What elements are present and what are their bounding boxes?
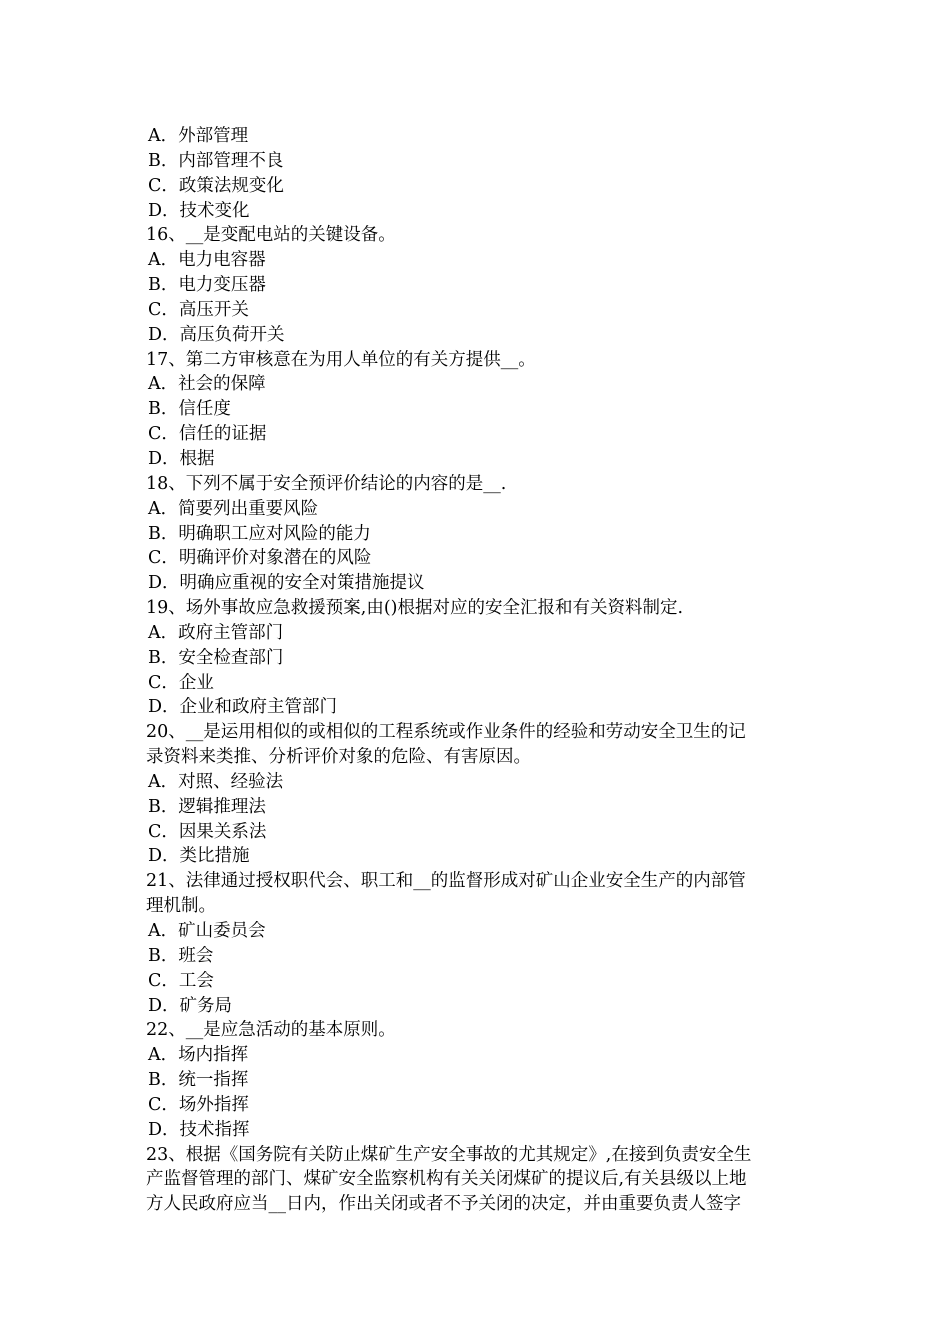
answer-option: B．统一指挥 xyxy=(148,1070,249,1091)
answer-option: B．安全检查部门 xyxy=(148,647,284,668)
answer-option: D．矿务局 xyxy=(148,995,233,1016)
answer-option: A．简要列出重要风险 xyxy=(148,498,319,519)
answer-option: C．企业 xyxy=(148,672,214,693)
answer-option: C．高压开关 xyxy=(148,299,249,320)
question-text: 22、__是应急活动的基本原则。 xyxy=(146,1020,396,1041)
answer-option: C．政策法规变化 xyxy=(148,175,284,196)
answer-option: A．外部管理 xyxy=(148,126,249,146)
answer-option: A．政府主管部门 xyxy=(148,622,284,643)
answer-option: D．根据 xyxy=(148,448,215,469)
answer-option: A．对照、经验法 xyxy=(148,771,284,792)
answer-option: D．技术指挥 xyxy=(148,1119,250,1140)
question-text: 方人民政府应当__日内，作出关闭或者不予关闭的决定，并由重要负责人签字 xyxy=(146,1194,741,1215)
answer-option: D．明确应重视的安全对策措施提议 xyxy=(148,573,425,594)
answer-option: C．因果关系法 xyxy=(148,821,267,842)
answer-option: A．矿山委员会 xyxy=(148,921,266,941)
answer-option: C．场外指挥 xyxy=(148,1094,249,1115)
answer-option: B．明确职工应对风险的能力 xyxy=(148,523,371,544)
answer-option: B．内部管理不良 xyxy=(148,150,284,171)
question-text: 18、下列不属于安全预评价结论的内容的是__. xyxy=(146,473,507,494)
answer-option: C．工会 xyxy=(148,970,214,991)
answer-option: D．企业和政府主管部门 xyxy=(148,697,338,718)
question-list xyxy=(146,124,816,1217)
answer-option: D．类比措施 xyxy=(148,846,250,867)
question-text: 理机制。 xyxy=(146,896,216,917)
answer-option: D．技术变化 xyxy=(148,200,250,221)
answer-option: C．信任的证据 xyxy=(148,424,267,445)
answer-option: A．场内指挥 xyxy=(148,1045,249,1066)
answer-option: B．信任度 xyxy=(148,399,231,420)
question-text: 19、场外事故应急救援预案,由()根据对应的安全汇报和有关资料制定. xyxy=(146,598,684,619)
question-text: 21、法律通过授权职代会、职工和__的监督形成对矿山企业安全生产的内部管 xyxy=(146,871,746,892)
answer-option: A．电力电容器 xyxy=(148,250,266,271)
question-text: 录资料来类推、分析评价对象的危险、有害原因。 xyxy=(146,747,531,768)
question-text: 23、根据《国务院有关防止煤矿生产安全事故的尤其规定》,在接到负责安全生 xyxy=(146,1144,752,1165)
question-text: 产监督管理的部门、煤矿安全监察机构有关关闭煤矿的提议后,有关县级以上地 xyxy=(146,1169,747,1190)
question-text: 20、__是运用相似的或相似的工程系统或作业条件的经验和劳动安全卫生的记 xyxy=(146,722,746,743)
answer-option: B．逻辑推理法 xyxy=(148,796,266,817)
question-text: 16、__是变配电站的关键设备。 xyxy=(146,225,396,246)
answer-option: B．电力变压器 xyxy=(148,275,266,296)
answer-option: B．班会 xyxy=(148,945,214,966)
answer-option: A．社会的保障 xyxy=(148,374,266,395)
question-text: 17、第二方审核意在为用人单位的有关方提供__。 xyxy=(146,349,536,370)
answer-option: D．高压负荷开关 xyxy=(148,324,285,345)
answer-option: C．明确评价对象潜在的风险 xyxy=(148,548,372,569)
